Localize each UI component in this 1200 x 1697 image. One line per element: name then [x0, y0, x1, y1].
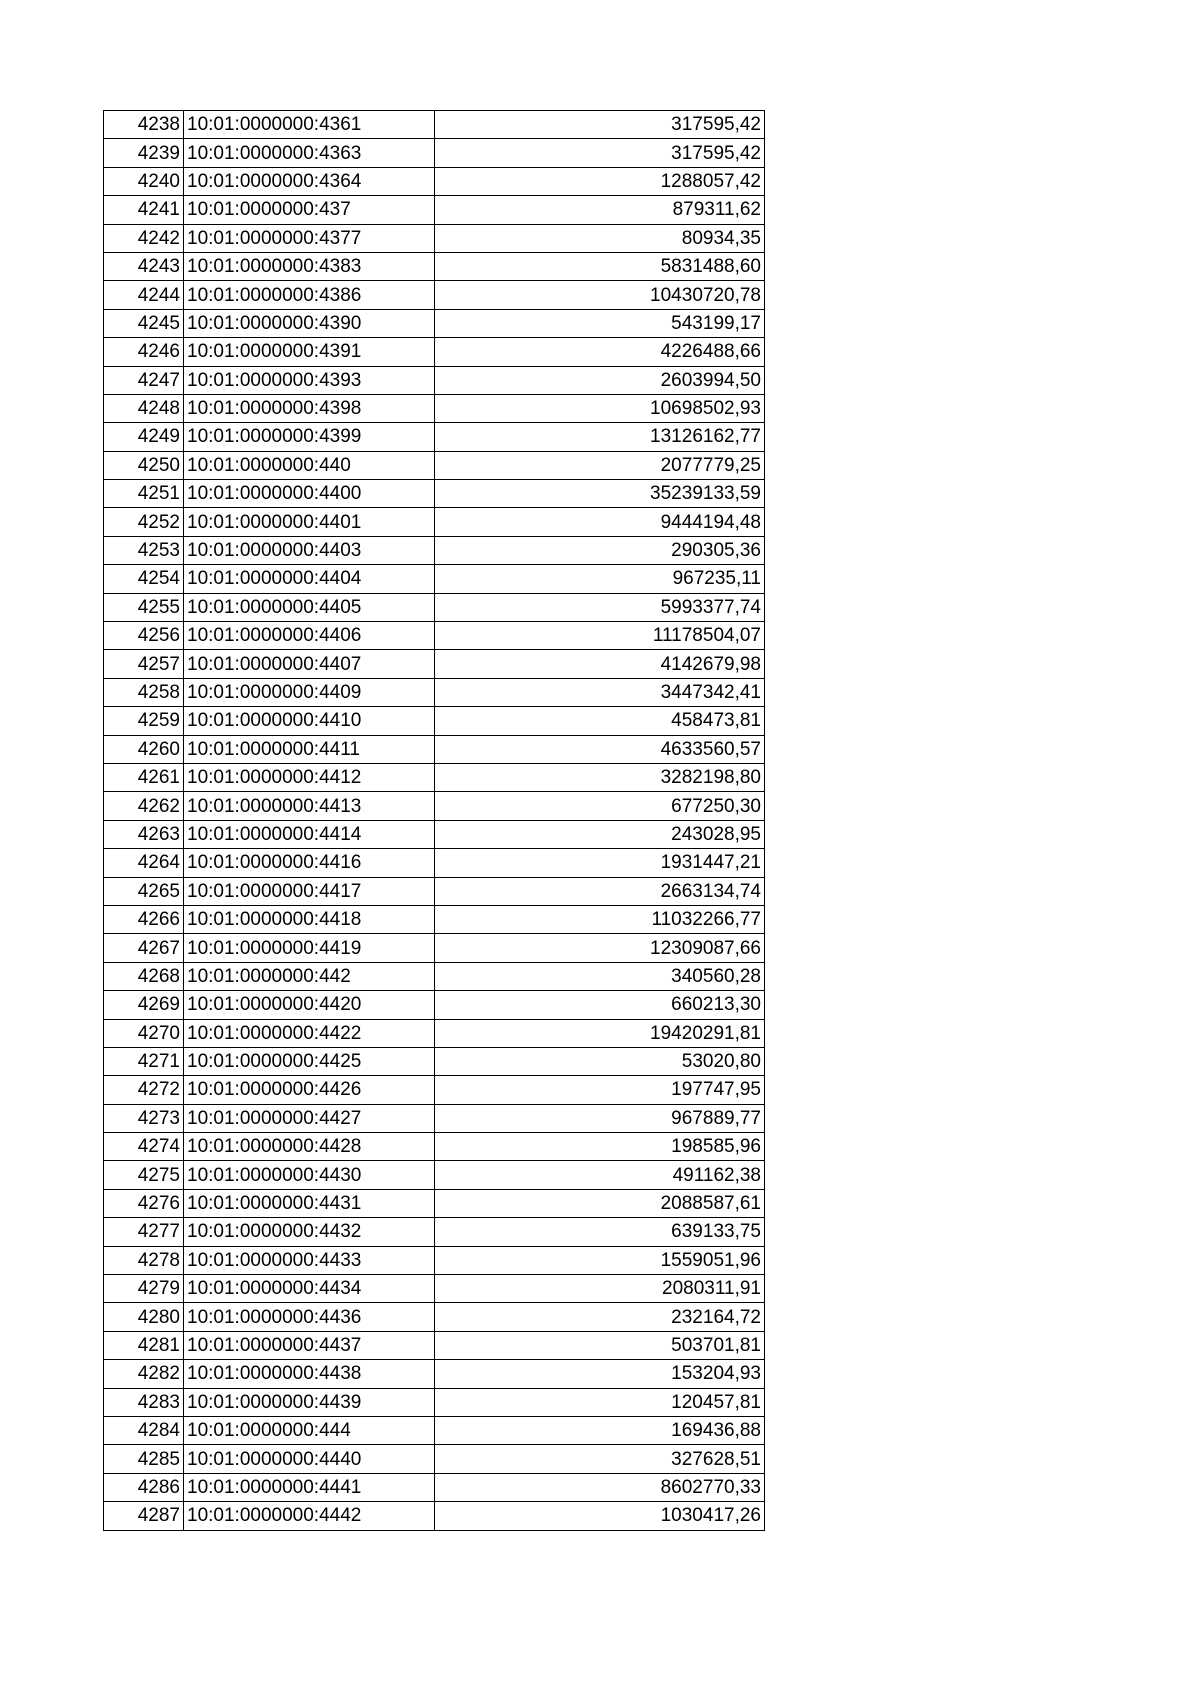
table-row	[104, 252, 765, 280]
table-row	[104, 1104, 765, 1132]
row-number-cell: 4287	[104, 1502, 184, 1530]
value-cell: 639133,75	[435, 1218, 765, 1246]
row-number-cell: 4258	[104, 678, 184, 706]
value-cell: 80934,35	[435, 224, 765, 252]
value-cell: 290305,36	[435, 536, 765, 564]
row-number-cell: 4239	[104, 139, 184, 167]
cadastral-number-cell: 10:01:0000000:4411	[184, 735, 435, 763]
value-cell: 169436,88	[435, 1416, 765, 1444]
table-row	[104, 1473, 765, 1501]
row-number-cell: 4274	[104, 1133, 184, 1161]
value-cell: 491162,38	[435, 1161, 765, 1189]
cadastral-number-cell: 10:01:0000000:4404	[184, 565, 435, 593]
row-number-cell: 4286	[104, 1473, 184, 1501]
value-cell: 967889,77	[435, 1104, 765, 1132]
value-cell: 153204,93	[435, 1360, 765, 1388]
value-cell: 317595,42	[435, 111, 765, 139]
value-cell: 120457,81	[435, 1388, 765, 1416]
cadastral-number-cell: 10:01:0000000:4406	[184, 622, 435, 650]
cadastral-number-cell: 10:01:0000000:4383	[184, 252, 435, 280]
cadastral-number-cell: 10:01:0000000:4398	[184, 394, 435, 422]
value-cell: 3282198,80	[435, 763, 765, 791]
table-row	[104, 707, 765, 735]
value-cell: 197747,95	[435, 1076, 765, 1104]
row-number-cell: 4252	[104, 508, 184, 536]
table-row	[104, 394, 765, 422]
data-table	[103, 110, 765, 1531]
value-cell: 1559051,96	[435, 1246, 765, 1274]
value-cell: 677250,30	[435, 792, 765, 820]
value-cell: 2077779,25	[435, 451, 765, 479]
value-cell: 340560,28	[435, 962, 765, 990]
table-row	[104, 111, 765, 139]
cadastral-number-cell: 10:01:0000000:4363	[184, 139, 435, 167]
value-cell: 13126162,77	[435, 423, 765, 451]
value-cell: 327628,51	[435, 1445, 765, 1473]
row-number-cell: 4241	[104, 196, 184, 224]
cadastral-number-cell: 10:01:0000000:4436	[184, 1303, 435, 1331]
cadastral-number-cell: 10:01:0000000:4427	[184, 1104, 435, 1132]
cadastral-number-cell: 10:01:0000000:4412	[184, 763, 435, 791]
cadastral-number-cell: 10:01:0000000:4364	[184, 167, 435, 195]
row-number-cell: 4245	[104, 309, 184, 337]
row-number-cell: 4265	[104, 877, 184, 905]
row-number-cell: 4260	[104, 735, 184, 763]
table-row	[104, 1218, 765, 1246]
table-row	[104, 167, 765, 195]
row-number-cell: 4285	[104, 1445, 184, 1473]
row-number-cell: 4270	[104, 1019, 184, 1047]
row-number-cell: 4240	[104, 167, 184, 195]
row-number-cell: 4243	[104, 252, 184, 280]
value-cell: 543199,17	[435, 309, 765, 337]
table-row	[104, 735, 765, 763]
table-row	[104, 1133, 765, 1161]
row-number-cell: 4249	[104, 423, 184, 451]
value-cell: 660213,30	[435, 991, 765, 1019]
cadastral-number-cell: 10:01:0000000:4377	[184, 224, 435, 252]
row-number-cell: 4275	[104, 1161, 184, 1189]
table-row	[104, 792, 765, 820]
row-number-cell: 4261	[104, 763, 184, 791]
cadastral-number-cell: 10:01:0000000:4416	[184, 849, 435, 877]
table-row	[104, 1189, 765, 1217]
value-cell: 1931447,21	[435, 849, 765, 877]
value-cell: 198585,96	[435, 1133, 765, 1161]
cadastral-number-cell: 10:01:0000000:4414	[184, 820, 435, 848]
row-number-cell: 4247	[104, 366, 184, 394]
value-cell: 1030417,26	[435, 1502, 765, 1530]
row-number-cell: 4248	[104, 394, 184, 422]
cadastral-number-cell: 10:01:0000000:4409	[184, 678, 435, 706]
row-number-cell: 4246	[104, 338, 184, 366]
table-row	[104, 877, 765, 905]
table-row	[104, 1246, 765, 1274]
value-cell: 1288057,42	[435, 167, 765, 195]
row-number-cell: 4277	[104, 1218, 184, 1246]
value-cell: 458473,81	[435, 707, 765, 735]
table-row	[104, 366, 765, 394]
row-number-cell: 4251	[104, 480, 184, 508]
value-cell: 35239133,59	[435, 480, 765, 508]
cadastral-number-cell: 10:01:0000000:4431	[184, 1189, 435, 1217]
row-number-cell: 4272	[104, 1076, 184, 1104]
cadastral-number-cell: 10:01:0000000:4434	[184, 1275, 435, 1303]
row-number-cell: 4281	[104, 1331, 184, 1359]
cadastral-number-cell: 10:01:0000000:4407	[184, 650, 435, 678]
value-cell: 317595,42	[435, 139, 765, 167]
value-cell: 232164,72	[435, 1303, 765, 1331]
row-number-cell: 4264	[104, 849, 184, 877]
table-row	[104, 224, 765, 252]
table-row	[104, 678, 765, 706]
row-number-cell: 4271	[104, 1047, 184, 1075]
row-number-cell: 4269	[104, 991, 184, 1019]
table-row	[104, 565, 765, 593]
cadastral-number-cell: 10:01:0000000:4442	[184, 1502, 435, 1530]
cadastral-number-cell: 10:01:0000000:4440	[184, 1445, 435, 1473]
value-cell: 4633560,57	[435, 735, 765, 763]
cadastral-number-cell: 10:01:0000000:4418	[184, 905, 435, 933]
value-cell: 53020,80	[435, 1047, 765, 1075]
value-cell: 2088587,61	[435, 1189, 765, 1217]
table-row	[104, 622, 765, 650]
cadastral-number-cell: 10:01:0000000:4393	[184, 366, 435, 394]
table-row	[104, 1331, 765, 1359]
table-row	[104, 281, 765, 309]
cadastral-number-cell: 10:01:0000000:4428	[184, 1133, 435, 1161]
cadastral-number-cell: 10:01:0000000:4420	[184, 991, 435, 1019]
cadastral-number-cell: 10:01:0000000:4422	[184, 1019, 435, 1047]
table-row	[104, 1019, 765, 1047]
table-row	[104, 1275, 765, 1303]
cadastral-number-cell: 10:01:0000000:4403	[184, 536, 435, 564]
value-cell: 10430720,78	[435, 281, 765, 309]
row-number-cell: 4278	[104, 1246, 184, 1274]
cadastral-number-cell: 10:01:0000000:4430	[184, 1161, 435, 1189]
row-number-cell: 4268	[104, 962, 184, 990]
cadastral-number-cell: 10:01:0000000:4433	[184, 1246, 435, 1274]
table-row	[104, 536, 765, 564]
cadastral-number-cell: 10:01:0000000:4410	[184, 707, 435, 735]
value-cell: 3447342,41	[435, 678, 765, 706]
value-cell: 10698502,93	[435, 394, 765, 422]
row-number-cell: 4244	[104, 281, 184, 309]
cadastral-number-cell: 10:01:0000000:4439	[184, 1388, 435, 1416]
value-cell: 4226488,66	[435, 338, 765, 366]
cadastral-number-cell: 10:01:0000000:4432	[184, 1218, 435, 1246]
cadastral-number-cell: 10:01:0000000:4425	[184, 1047, 435, 1075]
table-row	[104, 1360, 765, 1388]
table-row	[104, 820, 765, 848]
value-cell: 2603994,50	[435, 366, 765, 394]
cadastral-number-cell: 10:01:0000000:4413	[184, 792, 435, 820]
table-row	[104, 593, 765, 621]
value-cell: 2663134,74	[435, 877, 765, 905]
cadastral-number-cell: 10:01:0000000:4405	[184, 593, 435, 621]
row-number-cell: 4255	[104, 593, 184, 621]
row-number-cell: 4282	[104, 1360, 184, 1388]
table-row	[104, 1502, 765, 1530]
value-cell: 967235,11	[435, 565, 765, 593]
cadastral-number-cell: 10:01:0000000:4401	[184, 508, 435, 536]
table-row	[104, 451, 765, 479]
table-row	[104, 139, 765, 167]
value-cell: 879311,62	[435, 196, 765, 224]
cadastral-number-cell: 10:01:0000000:4437	[184, 1331, 435, 1359]
table-row	[104, 934, 765, 962]
cadastral-number-cell: 10:01:0000000:444	[184, 1416, 435, 1444]
table-row	[104, 1445, 765, 1473]
table-row	[104, 309, 765, 337]
value-cell: 19420291,81	[435, 1019, 765, 1047]
cadastral-number-cell: 10:01:0000000:4391	[184, 338, 435, 366]
table-row	[104, 1076, 765, 1104]
table-row	[104, 423, 765, 451]
table-row	[104, 905, 765, 933]
cadastral-number-cell: 10:01:0000000:4419	[184, 934, 435, 962]
value-cell: 12309087,66	[435, 934, 765, 962]
row-number-cell: 4257	[104, 650, 184, 678]
value-cell: 2080311,91	[435, 1275, 765, 1303]
row-number-cell: 4259	[104, 707, 184, 735]
cadastral-number-cell: 10:01:0000000:440	[184, 451, 435, 479]
table-row	[104, 962, 765, 990]
table-row	[104, 650, 765, 678]
table-row	[104, 508, 765, 536]
value-cell: 11032266,77	[435, 905, 765, 933]
table-row	[104, 849, 765, 877]
value-cell: 243028,95	[435, 820, 765, 848]
cadastral-number-cell: 10:01:0000000:4390	[184, 309, 435, 337]
table-row	[104, 1161, 765, 1189]
row-number-cell: 4273	[104, 1104, 184, 1132]
row-number-cell: 4253	[104, 536, 184, 564]
cadastral-number-cell: 10:01:0000000:4361	[184, 111, 435, 139]
row-number-cell: 4254	[104, 565, 184, 593]
table-row	[104, 196, 765, 224]
table-row	[104, 763, 765, 791]
cadastral-number-cell: 10:01:0000000:4400	[184, 480, 435, 508]
table-row	[104, 1388, 765, 1416]
value-cell: 503701,81	[435, 1331, 765, 1359]
row-number-cell: 4250	[104, 451, 184, 479]
cadastral-number-cell: 10:01:0000000:4399	[184, 423, 435, 451]
value-cell: 8602770,33	[435, 1473, 765, 1501]
row-number-cell: 4276	[104, 1189, 184, 1217]
table-row	[104, 1047, 765, 1075]
cadastral-number-cell: 10:01:0000000:4417	[184, 877, 435, 905]
row-number-cell: 4284	[104, 1416, 184, 1444]
cadastral-number-cell: 10:01:0000000:4386	[184, 281, 435, 309]
row-number-cell: 4242	[104, 224, 184, 252]
table-body	[104, 111, 765, 1531]
row-number-cell: 4256	[104, 622, 184, 650]
cadastral-number-cell: 10:01:0000000:4441	[184, 1473, 435, 1501]
row-number-cell: 4283	[104, 1388, 184, 1416]
table-row	[104, 1416, 765, 1444]
value-cell: 4142679,98	[435, 650, 765, 678]
value-cell: 5831488,60	[435, 252, 765, 280]
row-number-cell: 4266	[104, 905, 184, 933]
table-row	[104, 991, 765, 1019]
value-cell: 9444194,48	[435, 508, 765, 536]
row-number-cell: 4238	[104, 111, 184, 139]
cadastral-number-cell: 10:01:0000000:4438	[184, 1360, 435, 1388]
cadastral-number-cell: 10:01:0000000:437	[184, 196, 435, 224]
table-row	[104, 480, 765, 508]
cadastral-number-cell: 10:01:0000000:442	[184, 962, 435, 990]
table-row	[104, 338, 765, 366]
value-cell: 11178504,07	[435, 622, 765, 650]
value-cell: 5993377,74	[435, 593, 765, 621]
row-number-cell: 4280	[104, 1303, 184, 1331]
row-number-cell: 4262	[104, 792, 184, 820]
cadastral-number-cell: 10:01:0000000:4426	[184, 1076, 435, 1104]
row-number-cell: 4267	[104, 934, 184, 962]
table-row	[104, 1303, 765, 1331]
row-number-cell: 4263	[104, 820, 184, 848]
row-number-cell: 4279	[104, 1275, 184, 1303]
